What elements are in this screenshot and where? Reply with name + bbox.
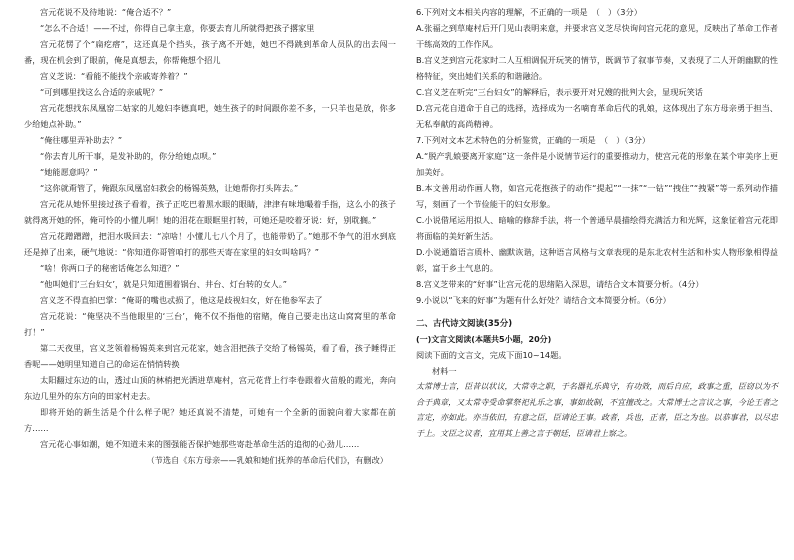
- story-paragraph: 宫义芝说：“看能不能找个亲戚寄养着？”: [40, 71, 188, 81]
- subsection-title: (一)文言文阅读(本题共5小题，20分): [416, 335, 552, 344]
- story-paragraph: 宫元花想找东凤凰窑二姑家的儿媳妇李德真吧，她生孩子的时间跟你差不多，一只羊也是放，你多少给她点补助。”: [24, 103, 396, 129]
- question-item: 6.下列对文本相关内容的理解，不正确的一项是 （ ）（3分）: [416, 7, 642, 17]
- story-paragraph: 宫元花心事如潮，她不知道未来的图强能否保护她那些寄赴革命生活的追彻的心劲儿……: [40, 439, 360, 449]
- story-paragraph: “可到哪里找这么合适的亲戚呢？”: [40, 87, 164, 97]
- material-label: 材料一: [432, 366, 457, 376]
- question-item: C.宫义芝在听完“三台妇女”的解释后，表示要开对兄嫂的批判大会，显现玩笑话: [416, 87, 703, 97]
- question-item: B.本文善用动作画人物，如宫元花抱孩子的动作“提起”“一抹”“一钻”“拽住”“拽紧”等一系列动作描写，刻画了一个节俭能干的妇女形象。: [416, 183, 778, 209]
- question-item: D.宫元花自道命于自己的选择，选择成为一名嘀育革命后代的乳娘，这体现出了东方母亲勇于担当、无私奉献的高尚精神。: [416, 103, 778, 129]
- instruction: 阅读下面的文言文，完成下面10~14题。: [416, 350, 567, 360]
- story-paragraph: 宫元花说：“俺坚决不当他眼里的‘三台’，俺不仅不指他的宿赌，俺自己要走出这山窝窝里的革命打！”: [24, 311, 396, 337]
- story-paragraph: “怎么不合适！——不过，你得自己拿主意，你要去育儿所就得把孩子撂家里: [40, 23, 315, 33]
- question-item: A.“脱产乳娘要离开家庭”这一条件是小说情节运行的重要推动力，使宫元花的形象在某个审美序上更加美好。: [416, 151, 778, 177]
- question-item: B.宫义芝到宫元花家时二人互相调侃开玩笑的情节，既调节了叙事节奏，又表现了二人开朗幽默的性格特征，突出她们关系的和谐融洽。: [416, 55, 778, 81]
- story-paragraph: “她能愿意吗？”: [40, 167, 98, 177]
- story-paragraph: 宫义芝不得直拍巴掌：“俺哥的嘴也忒损了，他这是歧视妇女，好在他参军去了: [40, 295, 323, 305]
- question-item: 8.宫义芝带来的“好事”让宫元花的思绪陷入深思，请结合文本简要分析。（4分）: [416, 279, 704, 289]
- story-paragraph: 宫元花愣了个“扁疙瘩”，这还真是个挡头，孩子离不开她，她巴不得跳到革命人员队的出去闯一番，现在机会到了眼前，俺是真想去，你帮俺想个招儿: [24, 39, 396, 65]
- story-paragraph: “啥！你两口子的秘密话俺怎么知道？”: [40, 263, 180, 273]
- story-paragraph: 宫元花从她怀里接过孩子看着，孩子正吃巴着黑水眼的眼睛，津津有味地嘬着手指，这么小的孩子就得离开她的怀，俺可怜的小懂儿啊！她的泪花在眼眶里打转，可她还是咬着牙说：好，别耽搁。”: [24, 199, 396, 225]
- left-column: [24, 4, 396, 468]
- classical-text: 太常博士言，臣昔以状议，大常寺之职，于名器礼乐典守，有功效，而后自应，政事之重，臣窃以为不合于典章，又太常寺受命掌祭祀礼乐之事，事如故制，不宜擅改之。大常博士之言议之事，今论王者之言定，亦如此。亦当依旧，有意之臣，臣请论王事。政者，兵也，正者，臣之为也。以恭事君，以尽忠于上。文臣之议者，宜用其上善之言于朝廷，臣请君上察之。: [416, 382, 778, 438]
- story-paragraph: 宫元花说不及待地说：“俺合适不？”: [40, 7, 172, 17]
- story-paragraph: 第二天夜里，宫义芝领着杨锡英来到宫元花家，她含泪把孩子交给了杨锡英，看了看，孩子睡得正香呢——她明里知道自己的命运在悄悄转换: [24, 343, 396, 369]
- question-item: 9.小说以“飞来的好事”为题有什么好处？请结合文本简要分析。（6分）: [416, 295, 671, 305]
- question-item: C.小说借尾运用拟人、暗喻的修辞手法，将一个普通早晨描绘得充满活力和光辉，这象征着宫元花即将面临的美好新生活。: [416, 215, 778, 241]
- story-paragraph: 太阳翻过东边的山，透过山顶的林梢把光洒进草庵村，宫元花背上行李卷跟着火苗般的霞光，奔向东边几里外的东方向的田家村走去。: [24, 375, 396, 401]
- story-paragraph: “俺往哪里弄补助去？”: [40, 135, 123, 145]
- question-item: A.张福之到草庵村后开门见山表明来意，并要求宫义芝尽快询问宫元花的意见，反映出了革命工作者干练高效的工作作风。: [416, 23, 778, 49]
- story-paragraph: 即将开始的新生活是个什么样子呢？她还真说不清楚，可她有一个全新的面貌向着大家都在前方……: [24, 407, 396, 433]
- right-column: [416, 4, 778, 441]
- question-item: 7.下列对文本艺术特色的分析鉴赏，正确的一项是 （ ）（3分）: [416, 135, 651, 145]
- story-paragraph: “他叫她们‘三台妇女’，就是只知道围着锅台、井台、灯台转的女人。”: [40, 279, 288, 289]
- section-title: 二、古代诗文阅读(35分): [416, 319, 513, 329]
- story-paragraph: “这你就甭管了，俺跟东凤凰窑妇救会的杨锡英熟，让她帮你打头阵去。”: [40, 183, 299, 193]
- story-paragraph: 宫元花蹭蹭蹭，把泪水吸回去：“凉啥！小懂儿七八个月了，也能带奶了。”她那不争气的泪水到底还是掉了出来，硬气地说：“你知道你哥管咱打的那些天寄在家里的妇女叫啥吗？”: [24, 231, 396, 257]
- question-item: D.小说通篇语言质朴、幽默诙谐，这种语言风格与文章表现的是东北农村生活和朴实人物形象相得益彰，富于乡土气息的。: [416, 247, 778, 273]
- story-paragraph: “你去育儿所干事，是发补助的，你分给她点呗。”: [40, 151, 217, 161]
- question-list: [416, 4, 778, 308]
- source-note: （节选自《东方母亲——乳娘和她们抚养的革命后代们》，有删改）: [146, 455, 388, 465]
